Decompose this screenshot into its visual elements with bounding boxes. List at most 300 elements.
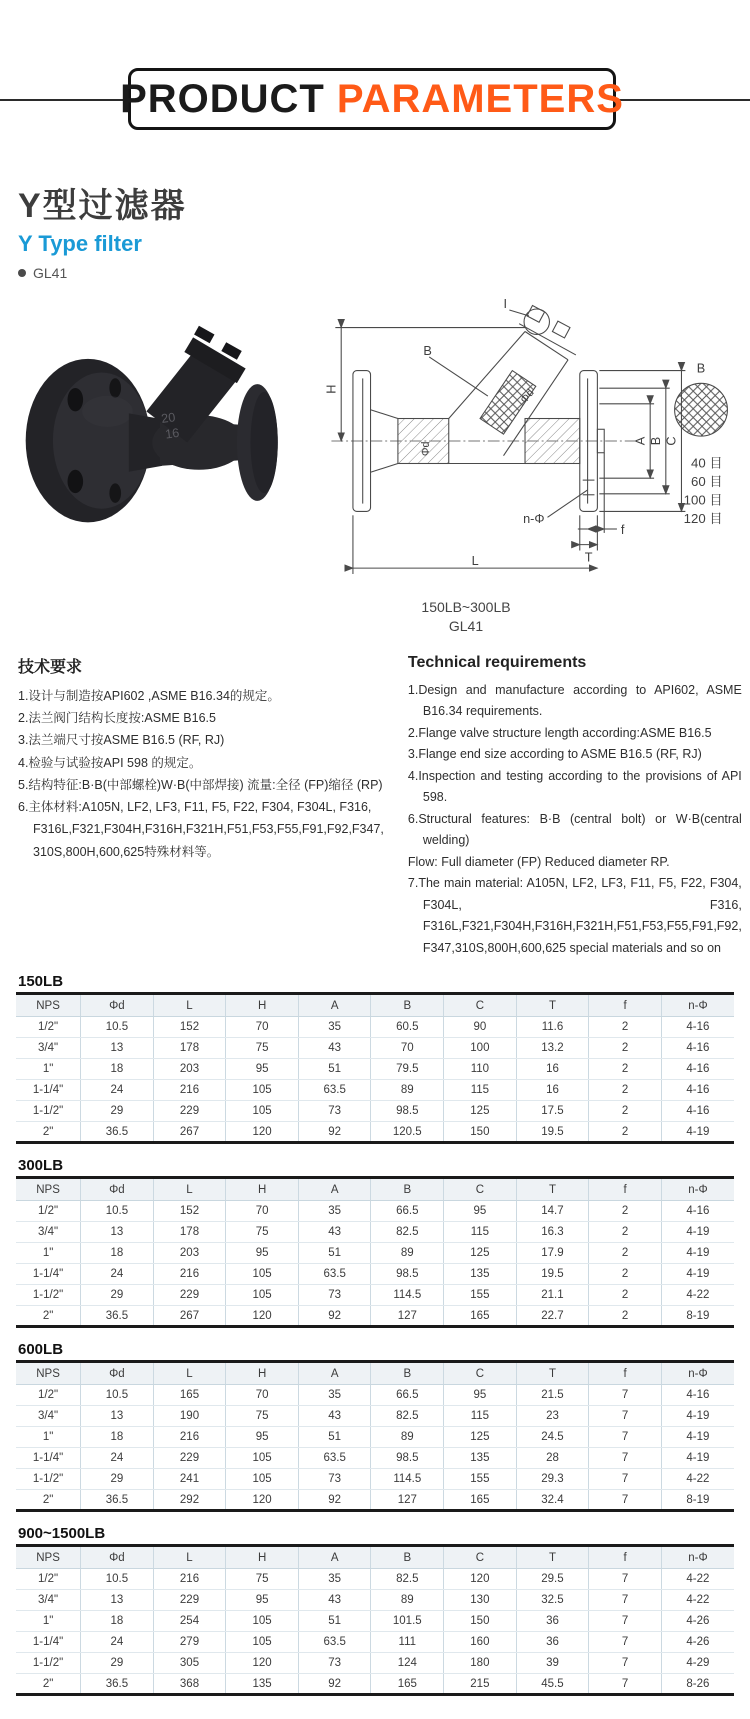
table-cell: 63.5 [298, 1264, 371, 1285]
table-cell: 2 [589, 1243, 662, 1264]
table-cell: 7 [589, 1590, 662, 1611]
table-cell: 4-19 [661, 1122, 734, 1143]
spec-table-600lb [16, 1360, 734, 1512]
table-cell: 216 [153, 1427, 226, 1448]
table-cell: 29 [81, 1285, 154, 1306]
table-cell: 11.6 [516, 1017, 589, 1038]
table-row [16, 1017, 734, 1038]
column-header: A [298, 1178, 371, 1201]
dim-label-C: C [663, 436, 679, 446]
column-header: B [371, 1178, 444, 1201]
table-cell: 127 [371, 1490, 444, 1511]
table-cell: 29 [81, 1653, 154, 1674]
table-cell: 105 [226, 1101, 299, 1122]
table-header-row [16, 1178, 734, 1201]
column-header: B [371, 1362, 444, 1385]
table-cell: 2 [589, 1201, 662, 1222]
table-cell: 95 [226, 1243, 299, 1264]
table-cell: 1/2" [16, 1201, 81, 1222]
column-header: T [516, 1362, 589, 1385]
table-cell: 4-22 [661, 1569, 734, 1590]
table-header-row [16, 1546, 734, 1569]
valve-photo-svg [14, 291, 306, 559]
table-cell: 2" [16, 1674, 81, 1695]
mesh-size-60: 60 目 [691, 473, 723, 489]
table-cell: 105 [226, 1080, 299, 1101]
table-cell: 4-16 [661, 1017, 734, 1038]
table-cell: 4-16 [661, 1080, 734, 1101]
mesh-size-100: 100 目 [683, 492, 723, 508]
table-cell: 36.5 [81, 1122, 154, 1143]
table-cell: 105 [226, 1611, 299, 1632]
table-cell: 125 [444, 1243, 517, 1264]
table-cell: 1-1/4" [16, 1080, 81, 1101]
table-cell: 51 [298, 1243, 371, 1264]
table-cell: 51 [298, 1611, 371, 1632]
table-cell: 92 [298, 1490, 371, 1511]
requirement-item: 5.结构特征:B·B(中部螺栓)W·B(中部焊接) 流量:全径 (FP)缩径 (RP) [18, 777, 383, 792]
table-cell: 152 [153, 1201, 226, 1222]
table-cell: 2 [589, 1122, 662, 1143]
table-cell: 92 [298, 1674, 371, 1695]
table-cell: 125 [444, 1101, 517, 1122]
table-cell: 63.5 [298, 1080, 371, 1101]
table-cell: 4-19 [661, 1243, 734, 1264]
column-header: H [226, 1178, 299, 1201]
table-cell: 32.4 [516, 1490, 589, 1511]
table-cell: 114.5 [371, 1285, 444, 1306]
table-cell: 165 [444, 1306, 517, 1327]
table-cell: 3/4" [16, 1038, 81, 1059]
page-title-parameters: PARAMETERS [336, 76, 624, 121]
table-cell: 1-1/2" [16, 1101, 81, 1122]
table-cell: 125 [444, 1427, 517, 1448]
technical-drawing-svg [306, 291, 746, 591]
table-cell: 4-16 [661, 1038, 734, 1059]
column-header: Φd [81, 1546, 154, 1569]
requirement-item: 4.检验与试验按API 598 的规定。 [18, 755, 202, 770]
table-cell: 160 [444, 1632, 517, 1653]
table-cell: 7 [589, 1448, 662, 1469]
column-header: f [589, 1546, 662, 1569]
table-cell: 60.5 [371, 1017, 444, 1038]
table-cell: 111 [371, 1632, 444, 1653]
column-header: H [226, 994, 299, 1017]
table-cell: 216 [153, 1569, 226, 1590]
table-cell: 279 [153, 1632, 226, 1653]
page-title-product: PRODUCT [120, 76, 325, 121]
table-cell: 24 [81, 1632, 154, 1653]
table-cell: 105 [226, 1632, 299, 1653]
table-cell: 36 [516, 1632, 589, 1653]
table-cell: 7 [589, 1469, 662, 1490]
table-cell: 105 [226, 1285, 299, 1306]
table-cell: 1/2" [16, 1569, 81, 1590]
table-row [16, 1243, 734, 1264]
table-cell: 4-19 [661, 1448, 734, 1469]
table-cell: 35 [298, 1017, 371, 1038]
dim-label-f: f [620, 521, 625, 537]
requirement-item: Flow: Full diameter (FP) Reduced diameter RP. [407, 854, 670, 869]
table-cell: 2 [589, 1038, 662, 1059]
table-cell: 203 [153, 1243, 226, 1264]
requirements-section [0, 636, 750, 960]
table-cell: 32.5 [516, 1590, 589, 1611]
table-cell: 2" [16, 1306, 81, 1327]
spec-title-900-1500lb: 900~1500LB [18, 1525, 106, 1543]
label-n-phi: n-Φ [523, 511, 545, 527]
table-cell: 120 [226, 1653, 299, 1674]
column-header: NPS [16, 994, 81, 1017]
table-cell: 1/2" [16, 1017, 81, 1038]
table-row [16, 1080, 734, 1101]
table-cell: 75 [226, 1038, 299, 1059]
table-cell: 305 [153, 1653, 226, 1674]
table-cell: 1" [16, 1611, 81, 1632]
table-cell: 2 [589, 1306, 662, 1327]
table-row [16, 1101, 734, 1122]
spec-section-150lb [16, 973, 734, 1144]
table-cell: 3/4" [16, 1406, 81, 1427]
bullet-icon [18, 269, 26, 277]
table-cell: 19.5 [516, 1264, 589, 1285]
table-cell: 13 [81, 1222, 154, 1243]
table-cell: 16 [516, 1059, 589, 1080]
table-cell: 216 [153, 1264, 226, 1285]
table-cell: 150 [444, 1122, 517, 1143]
table-cell: 24 [81, 1264, 154, 1285]
table-cell: 368 [153, 1674, 226, 1695]
table-header-row [16, 1362, 734, 1385]
drawing-caption [306, 598, 626, 636]
table-cell: 7 [589, 1674, 662, 1695]
requirement-item: 3.Flange end size according to ASME B16.5 (RF, RJ) [407, 747, 702, 762]
table-cell: 165 [444, 1490, 517, 1511]
table-cell: 1-1/2" [16, 1285, 81, 1306]
table-cell: 105 [226, 1448, 299, 1469]
table-row [16, 1653, 734, 1674]
table-cell: 120 [444, 1569, 517, 1590]
column-header: NPS [16, 1362, 81, 1385]
label-phi-d-diagonal: Φd [518, 386, 537, 406]
table-cell: 43 [298, 1590, 371, 1611]
table-cell: 4-19 [661, 1222, 734, 1243]
table-cell: 114.5 [371, 1469, 444, 1490]
table-cell: 2" [16, 1490, 81, 1511]
table-cell: 120 [226, 1306, 299, 1327]
requirements-cn [18, 654, 384, 960]
table-cell: 73 [298, 1285, 371, 1306]
table-cell: 43 [298, 1222, 371, 1243]
table-cell: 254 [153, 1611, 226, 1632]
table-row [16, 1306, 734, 1327]
table-cell: 98.5 [371, 1448, 444, 1469]
requirements-cn-list [18, 685, 384, 863]
table-cell: 18 [81, 1611, 154, 1632]
table-cell: 36.5 [81, 1490, 154, 1511]
requirements-cn-title: 技术要求 [18, 658, 83, 676]
label-phi-d: Φd [420, 441, 433, 457]
column-header: Φd [81, 994, 154, 1017]
table-row [16, 1448, 734, 1469]
table-cell: 51 [298, 1059, 371, 1080]
table-cell: 98.5 [371, 1264, 444, 1285]
table-row [16, 1385, 734, 1406]
table-cell: 1" [16, 1427, 81, 1448]
table-cell: 10.5 [81, 1569, 154, 1590]
table-row [16, 1059, 734, 1080]
column-header: n-Φ [661, 1546, 734, 1569]
table-cell: 2 [589, 1285, 662, 1306]
table-cell: 95 [444, 1385, 517, 1406]
table-cell: 89 [371, 1080, 444, 1101]
table-cell: 70 [226, 1017, 299, 1038]
table-cell: 43 [298, 1406, 371, 1427]
table-cell: 95 [226, 1590, 299, 1611]
table-cell: 89 [371, 1427, 444, 1448]
table-cell: 10.5 [81, 1201, 154, 1222]
table-cell: 89 [371, 1243, 444, 1264]
table-cell: 16 [516, 1080, 589, 1101]
column-header: C [444, 1362, 517, 1385]
table-cell: 24 [81, 1080, 154, 1101]
table-cell: 73 [298, 1653, 371, 1674]
table-cell: 95 [226, 1427, 299, 1448]
table-row [16, 1632, 734, 1653]
table-cell: 4-22 [661, 1285, 734, 1306]
table-cell: 13 [81, 1406, 154, 1427]
table-row [16, 1122, 734, 1143]
table-cell: 4-26 [661, 1632, 734, 1653]
column-header: B [371, 1546, 444, 1569]
table-cell: 66.5 [371, 1201, 444, 1222]
table-cell: 135 [444, 1448, 517, 1469]
table-cell: 28 [516, 1448, 589, 1469]
table-cell: 267 [153, 1122, 226, 1143]
table-cell: 4-29 [661, 1653, 734, 1674]
table-cell: 2 [589, 1017, 662, 1038]
column-header: n-Φ [661, 1178, 734, 1201]
requirements-en-list [408, 680, 742, 960]
product-title-block [0, 150, 750, 281]
table-row [16, 1590, 734, 1611]
requirements-en [408, 654, 742, 960]
table-cell: 13 [81, 1038, 154, 1059]
table-cell: 120.5 [371, 1122, 444, 1143]
dim-label-T: T [584, 549, 593, 565]
table-cell: 36.5 [81, 1674, 154, 1695]
column-header: A [298, 994, 371, 1017]
table-cell: 292 [153, 1490, 226, 1511]
table-cell: 1-1/4" [16, 1448, 81, 1469]
requirement-item: 3.法兰端尺寸按ASME B16.5 (RF, RJ) [18, 733, 225, 748]
column-header: C [444, 994, 517, 1017]
table-cell: 4-16 [661, 1385, 734, 1406]
table-cell: 4-22 [661, 1590, 734, 1611]
table-cell: 178 [153, 1222, 226, 1243]
table-cell: 1" [16, 1059, 81, 1080]
table-cell: 13 [81, 1590, 154, 1611]
dim-label-A: A [632, 436, 648, 446]
table-cell: 75 [226, 1406, 299, 1427]
table-cell: 51 [298, 1427, 371, 1448]
table-cell: 229 [153, 1590, 226, 1611]
table-cell: 35 [298, 1385, 371, 1406]
column-header: C [444, 1178, 517, 1201]
table-cell: 229 [153, 1101, 226, 1122]
table-cell: 150 [444, 1611, 517, 1632]
table-cell: 4-16 [661, 1059, 734, 1080]
spec-section-300lb [16, 1157, 734, 1328]
table-cell: 18 [81, 1059, 154, 1080]
column-header: Φd [81, 1178, 154, 1201]
table-row [16, 1674, 734, 1695]
table-cell: 190 [153, 1406, 226, 1427]
table-cell: 241 [153, 1469, 226, 1490]
table-cell: 14.7 [516, 1201, 589, 1222]
table-cell: 1-1/4" [16, 1632, 81, 1653]
table-cell: 215 [444, 1674, 517, 1695]
table-cell: 120 [226, 1490, 299, 1511]
table-cell: 4-22 [661, 1469, 734, 1490]
column-header: f [589, 1362, 662, 1385]
requirement-item: 1.设计与制造按API602 ,ASME B16.34的规定。 [18, 688, 280, 703]
product-model-line [18, 265, 732, 281]
table-cell: 1/2" [16, 1385, 81, 1406]
table-cell: 45.5 [516, 1674, 589, 1695]
table-cell: 3/4" [16, 1222, 81, 1243]
table-cell: 21.1 [516, 1285, 589, 1306]
column-header: L [153, 1362, 226, 1385]
table-cell: 7 [589, 1611, 662, 1632]
table-cell: 73 [298, 1101, 371, 1122]
table-row [16, 1285, 734, 1306]
table-cell: 2 [589, 1080, 662, 1101]
table-cell: 105 [226, 1264, 299, 1285]
table-cell: 82.5 [371, 1569, 444, 1590]
table-cell: 1-1/2" [16, 1653, 81, 1674]
table-cell: 155 [444, 1469, 517, 1490]
requirements-en-title: Technical requirements [407, 653, 587, 671]
column-header: n-Φ [661, 994, 734, 1017]
spec-section-600lb [16, 1341, 734, 1512]
dim-label-L: L [471, 553, 479, 569]
table-header-row [16, 994, 734, 1017]
table-cell: 115 [444, 1406, 517, 1427]
table-cell: 2 [589, 1059, 662, 1080]
table-cell: 70 [226, 1385, 299, 1406]
table-cell: 90 [444, 1017, 517, 1038]
table-cell: 2 [589, 1101, 662, 1122]
table-cell: 70 [371, 1038, 444, 1059]
table-cell: 95 [444, 1201, 517, 1222]
table-cell: 10.5 [81, 1017, 154, 1038]
spec-table-900-1500lb [16, 1544, 734, 1696]
table-cell: 100 [444, 1038, 517, 1059]
figures-row [0, 281, 750, 636]
requirement-item: 7.The main material: A105N, LF2, LF3, F11, F5, F22, F304, F304L, F316, F316L,F321,F304H,F316H,F321H,F51,F53,F55,F91,F92, F347,310S,800H,600,625 special materials and so on [407, 876, 742, 955]
table-cell: 82.5 [371, 1222, 444, 1243]
table-cell: 120 [226, 1122, 299, 1143]
requirement-item: 6.主体材料:A105N, LF2, LF3, F11, F5, F22, F304, F304L, F316, F316L,F321,F304H,F316H,F321H,F51,F53,F55,F91,F92,F347, 310S,800H,600,625特殊材料等。 [18, 800, 384, 859]
table-cell: 155 [444, 1285, 517, 1306]
table-cell: 7 [589, 1653, 662, 1674]
product-title-cn: Y型过滤器 [18, 187, 187, 225]
mesh-size-40: 40 目 [691, 455, 723, 471]
table-cell: 73 [298, 1469, 371, 1490]
table-cell: 4-16 [661, 1201, 734, 1222]
page-header [0, 0, 750, 150]
table-cell: 4-19 [661, 1406, 734, 1427]
table-cell: 98.5 [371, 1101, 444, 1122]
table-cell: 1" [16, 1243, 81, 1264]
drawing-caption-model: GL41 [448, 617, 484, 634]
dim-label-H: H [323, 384, 339, 394]
table-cell: 8-26 [661, 1674, 734, 1695]
column-header: L [153, 1546, 226, 1569]
table-cell: 7 [589, 1569, 662, 1590]
column-header: Φd [81, 1362, 154, 1385]
table-cell: 2" [16, 1122, 81, 1143]
table-cell: 152 [153, 1017, 226, 1038]
table-cell: 18 [81, 1427, 154, 1448]
product-title-en: Y Type filter [18, 231, 142, 256]
column-header: T [516, 1546, 589, 1569]
column-header: A [298, 1546, 371, 1569]
table-cell: 229 [153, 1285, 226, 1306]
table-row [16, 1038, 734, 1059]
table-cell: 92 [298, 1122, 371, 1143]
table-cell: 3/4" [16, 1590, 81, 1611]
table-cell: 95 [226, 1059, 299, 1080]
requirement-item: 4.Inspection and testing according to the provisions of API 598. [407, 768, 742, 805]
table-cell: 115 [444, 1080, 517, 1101]
label-bolt-I: I [503, 296, 508, 312]
table-cell: 13.2 [516, 1038, 589, 1059]
table-cell: 18 [81, 1243, 154, 1264]
table-cell: 19.5 [516, 1122, 589, 1143]
table-cell: 66.5 [371, 1385, 444, 1406]
column-header: A [298, 1362, 371, 1385]
casting-mark-16: 16 [164, 425, 181, 442]
table-cell: 7 [589, 1406, 662, 1427]
table-cell: 29 [81, 1469, 154, 1490]
table-cell: 82.5 [371, 1406, 444, 1427]
table-cell: 92 [298, 1306, 371, 1327]
table-cell: 7 [589, 1385, 662, 1406]
spec-title-300lb: 300LB [18, 1157, 64, 1175]
table-cell: 35 [298, 1201, 371, 1222]
table-row [16, 1611, 734, 1632]
table-cell: 75 [226, 1569, 299, 1590]
table-cell: 21.5 [516, 1385, 589, 1406]
column-header: NPS [16, 1546, 81, 1569]
table-cell: 4-19 [661, 1427, 734, 1448]
column-header: H [226, 1546, 299, 1569]
table-cell: 1-1/2" [16, 1469, 81, 1490]
table-cell: 4-16 [661, 1101, 734, 1122]
legend-label-B: B [696, 360, 706, 376]
spec-table-150lb [16, 992, 734, 1144]
table-cell: 115 [444, 1222, 517, 1243]
table-cell: 180 [444, 1653, 517, 1674]
table-row [16, 1201, 734, 1222]
column-header: f [589, 994, 662, 1017]
dim-label-B: B [647, 436, 663, 446]
table-cell: 24.5 [516, 1427, 589, 1448]
table-cell: 4-19 [661, 1264, 734, 1285]
table-cell: 165 [153, 1385, 226, 1406]
